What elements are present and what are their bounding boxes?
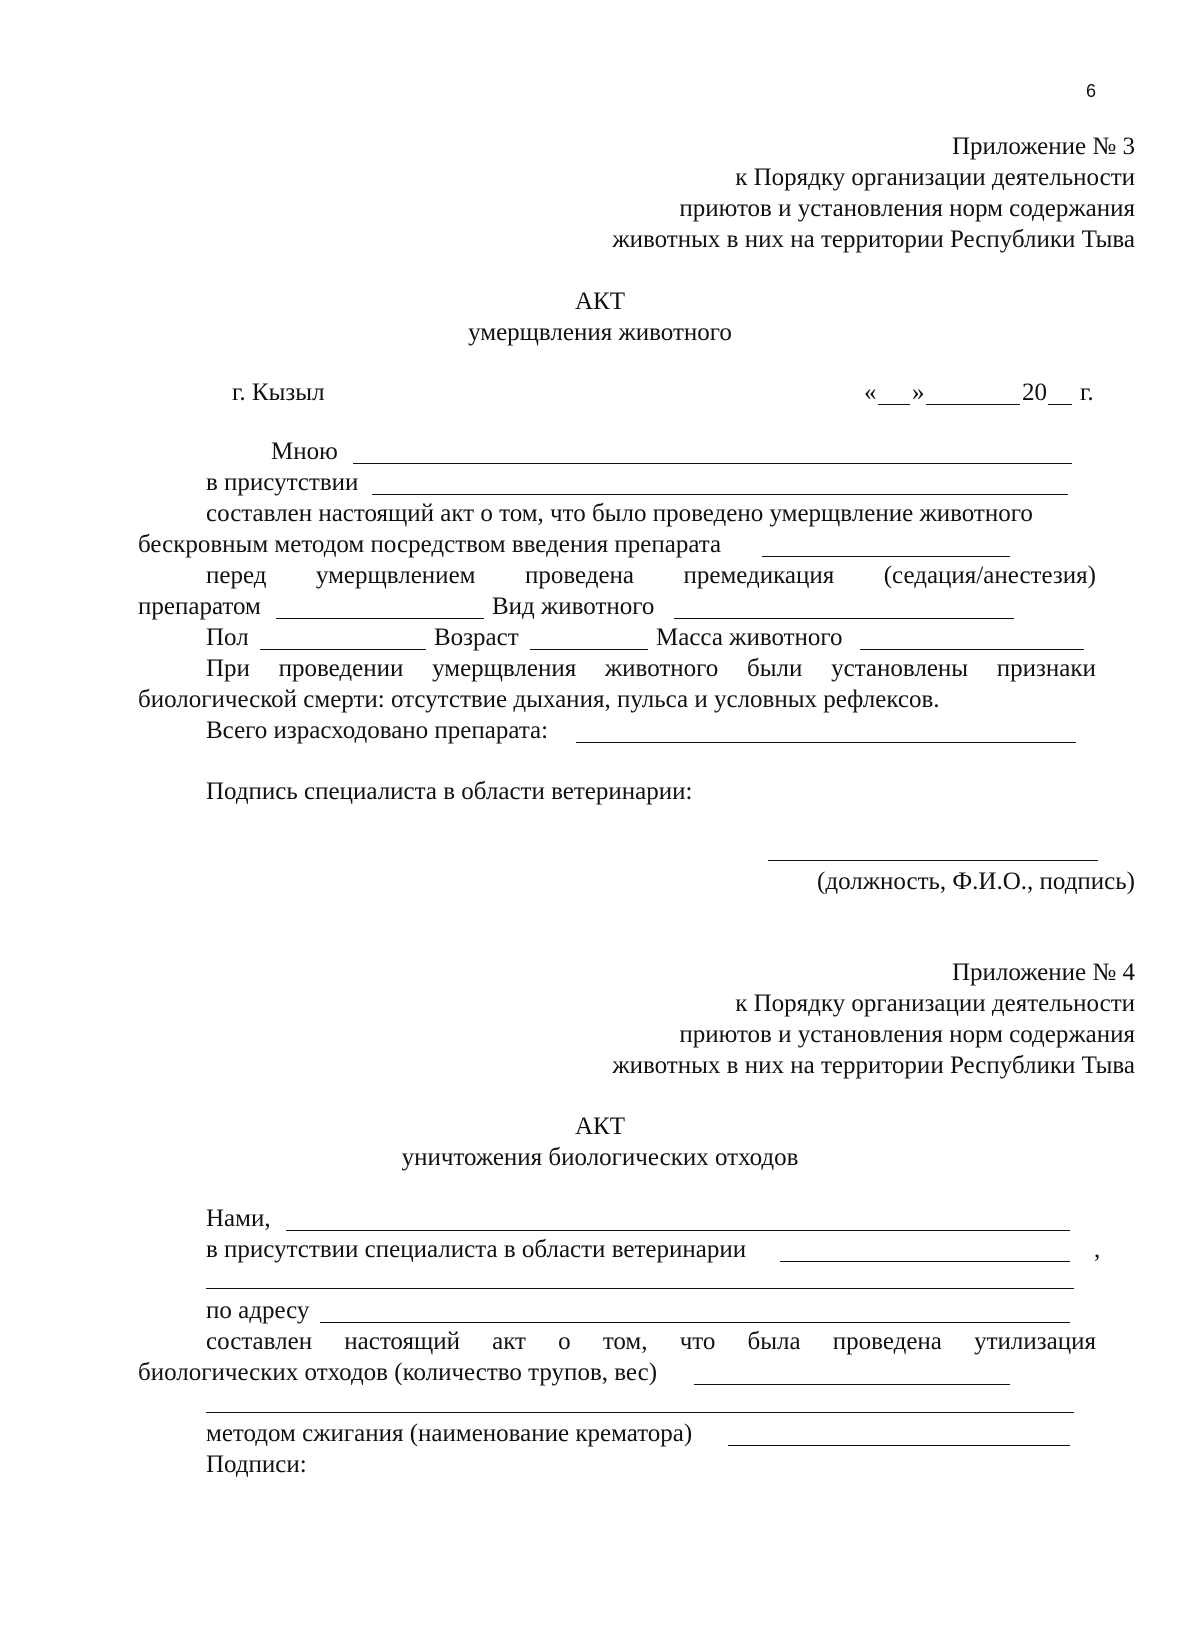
act1-consumed-label: Всего израсходовано препарата: [206, 717, 549, 744]
act1-drug-label: препаратом [138, 593, 261, 620]
appendix3-line2: приютов и установления норм содержания [679, 195, 1135, 222]
act2-subheading: уничтожения биологических отходов [401, 1144, 799, 1171]
date-open-quote: « [864, 379, 877, 406]
word: проведена [524, 562, 635, 589]
word: премедикация [683, 562, 835, 589]
act1-signature-blank [768, 860, 1098, 861]
date-year-suffix: г. [1080, 379, 1094, 406]
appendix4-line1: к Порядку организации деятельности [735, 990, 1135, 1017]
act2-address-label: по адресу [206, 1297, 310, 1324]
act1-species-blank [674, 618, 1014, 619]
act2-heading: АКТ [575, 1113, 625, 1140]
act1-mnoyu-blank [353, 463, 1072, 464]
act1-age-label: Возраст [434, 624, 519, 651]
word: (седация/анестезия) [883, 562, 1096, 589]
act1-presence-label: в присутствии [206, 469, 359, 496]
word: составлен [206, 1328, 313, 1355]
date-month-blank [926, 404, 1020, 405]
appendix4-line2: приютов и установления норм содержания [679, 1021, 1135, 1048]
act1-mnoyu-label: Мною [271, 438, 338, 465]
act2-address-blank [320, 1322, 1070, 1323]
word: том, [602, 1328, 648, 1355]
act1-species-label: Вид животного [492, 593, 655, 620]
appendix4-title: Приложение № 4 [951, 959, 1135, 986]
word: установлены [831, 655, 969, 682]
word: умерщвления [432, 655, 577, 682]
act1-mass-blank [860, 649, 1084, 650]
word: животного [604, 655, 719, 682]
word: перед [206, 562, 267, 589]
act2-nami-blank [286, 1230, 1070, 1231]
appendix3-title: Приложение № 3 [951, 133, 1135, 160]
date-day-blank [878, 404, 910, 405]
act1-death-line1 [206, 656, 1096, 681]
word: проведении [278, 655, 404, 682]
word: акт [492, 1328, 526, 1355]
act1-drug-blank [762, 556, 1010, 557]
appendix4-line3: животных в них на территории Республики Тыва [612, 1052, 1135, 1079]
act2-presence-blank-line2 [206, 1288, 1074, 1289]
act1-para1-line2: бескровным методом посредством введения препарата [138, 531, 722, 558]
act1-heading: АКТ [575, 288, 625, 315]
act2-util-line [206, 1329, 1096, 1354]
word: При [206, 655, 250, 682]
act2-method-blank [728, 1445, 1070, 1446]
act2-presence-comma: , [1094, 1236, 1101, 1263]
act1-death-line2: биологической смерти: отсутствие дыхания, пульса и условных рефлексов. [138, 686, 940, 713]
appendix3-line1: к Порядку организации деятельности [735, 164, 1135, 191]
act2-presence-label: в присутствии специалиста в области ветеринарии [206, 1236, 747, 1263]
page-number: 6 [1085, 81, 1096, 101]
appendix3-line3: животных в них на территории Республики Тыва [612, 226, 1135, 253]
act1-sex-label: Пол [206, 624, 249, 651]
act2-method-label: методом сжигания (наименование крематора) [206, 1420, 693, 1447]
act2-signatures-label: Подписи: [206, 1451, 307, 1478]
act1-mass-label: Масса животного [656, 624, 843, 651]
act1-premed-line [206, 563, 1096, 588]
word: проведена [832, 1328, 942, 1355]
word: были [747, 655, 803, 682]
act1-subheading: умерщвления животного [468, 319, 732, 346]
act2-bio-blank-line2 [206, 1412, 1074, 1413]
word: признаки [996, 655, 1096, 682]
act1-sex-blank [260, 649, 426, 650]
word: утилизация [974, 1328, 1096, 1355]
act1-signature-label: Подпись специалиста в области ветеринарии: [206, 778, 693, 805]
act1-signature-caption: (должность, Ф.И.О., подпись) [817, 868, 1135, 895]
act2-bio-blank [694, 1384, 1010, 1385]
act2-presence-blank [780, 1261, 1070, 1262]
date-close-quote: » [912, 379, 925, 406]
word: что [679, 1328, 716, 1355]
act1-age-blank [530, 649, 648, 650]
word: была [747, 1328, 801, 1355]
act2-bio-label: биологических отходов (количество трупов, вес) [138, 1359, 658, 1386]
word: о [558, 1328, 571, 1355]
act1-para1-line1: составлен настоящий акт о том, что было проведено умерщвление животного [206, 500, 1033, 527]
act1-premed-drug-blank [276, 618, 484, 619]
word: умерщвлением [315, 562, 476, 589]
date-year-blank [1048, 404, 1072, 405]
act1-consumed-blank [576, 742, 1076, 743]
act2-nami-label: Нами, [206, 1205, 271, 1232]
act1-presence-blank [372, 494, 1068, 495]
word: настоящий [344, 1328, 460, 1355]
date-year-prefix: 20 [1022, 379, 1047, 406]
act1-city: г. Кызыл [232, 379, 325, 406]
